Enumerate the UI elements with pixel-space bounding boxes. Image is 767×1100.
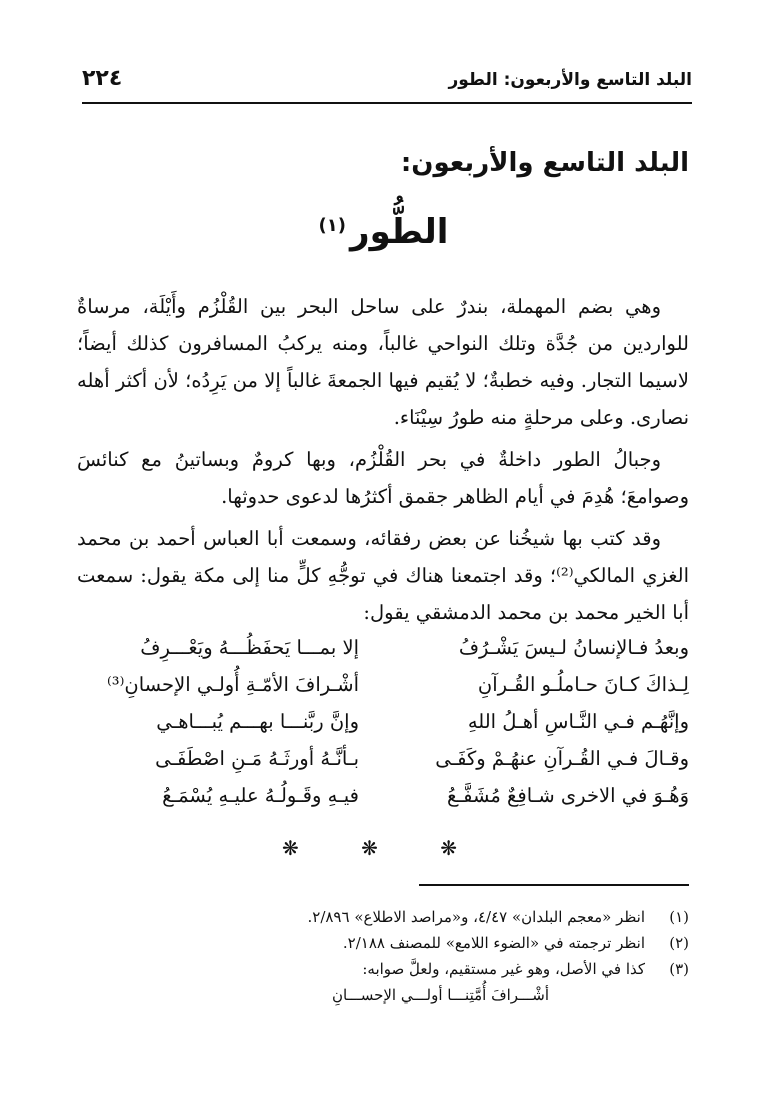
verse-second-hemistich: بـأنَّـهُ أورثَـهُ مَـنِ اصْطَفَـى <box>155 747 359 770</box>
verse-first-hemistich: وقـالَ فـي القُـرآنِ عنهُـمْ وكَفَـى <box>435 747 689 770</box>
footnote-rule <box>419 884 689 886</box>
footnote-text: انظر ترجمته في «الضوء اللامع» للمصنف ٢/١٨٨. <box>342 934 645 952</box>
verse-first-hemistich: وَهُـوَ في الاخرى شـافِعٌ مُشَفَّـعُ <box>447 784 689 807</box>
footnote-number: (١) <box>669 908 689 926</box>
verse-first-hemistich: لِـذاكَ كـانَ حـاملُـو القُـرآنِ <box>477 673 689 696</box>
verse-line <box>77 747 689 784</box>
footnote <box>77 956 689 982</box>
footnotes <box>77 904 689 1008</box>
verse-line <box>77 784 689 821</box>
paragraph: وقد كتب بها شيخُنا عن بعض رفقائه، وسمعت أبا العباس أحمد بن محمد الغزي المالكي⁽²⁾؛ وقد اجتمعنا هناك في توجُّهِ كلٍّ منا إلى مكة يقول: سمعت أبا الخير محمد بن محمد الدمشقي يقول: <box>77 527 689 624</box>
verse-line <box>77 673 689 710</box>
footnote-text: كذا في الأصل، وهو غير مستقيم، ولعلَّ صوابه: <box>362 960 645 978</box>
footnote-verse: أشْـــرافَ أُمَّتِنـــا أولـــي الإحســـانِ <box>331 986 549 1004</box>
footnote <box>77 904 689 930</box>
page-number: ٢٢٤ <box>82 66 123 91</box>
running-title: البلد التاسع والأربعون: الطور <box>448 70 692 90</box>
entry-title <box>0 212 767 252</box>
body-text <box>77 288 689 636</box>
poem <box>77 636 689 821</box>
running-header <box>82 64 692 100</box>
footnote <box>77 930 689 956</box>
verse-line <box>77 710 689 747</box>
verse-second-hemistich: فيـهِ وقَـولُـهُ عليـهِ يُسْمَـعُ <box>162 784 359 807</box>
paragraph: وجبالُ الطور داخلةٌ في بحر القُلْزُم، وبها كرومٌ وبساتينُ مع كنائسَ وصوامعَ؛ هُدِمَ في أيام الظاهر جقمق أكثرُها لدعوى حدوثها. <box>77 448 689 508</box>
footnote-number: (٢) <box>669 934 689 952</box>
entry-note-mark: (١) <box>318 214 347 236</box>
footnote-text: انظر «معجم البلدان» ٤/٤٧، و«مراصد الاطلاع» ٢/٨٩٦. <box>307 908 645 926</box>
verse-line <box>77 636 689 673</box>
section-separator: ❋ ❋ ❋ <box>282 836 485 860</box>
footnote-number: (٣) <box>669 960 689 978</box>
entry-title-text: الطُّور <box>350 212 449 252</box>
verse-first-hemistich: وإنَّهُـم فـي النَّـاسِ أهـلُ اللهِ <box>467 710 689 733</box>
verse-second-hemistich: إلا بمـــا يَحفَظُـــهُ ويَعْـــرِفُ <box>140 636 359 659</box>
verse-second-hemistich: وإنَّ ربَّنـــا بهـــم يُبـــاهـي <box>156 710 359 733</box>
paragraph: وهي بضم المهملة، بندرٌ على ساحل البحر بين القُلْزُم وأَيْلَة، مرساةٌ للواردين من جُدَّة وتلك النواحي غالباً، ومنه يركبُ المسافرون كذلك أيضاً؛ لاسيما التجار. وفيه خطبةٌ؛ لا يُقيم فيها الجمعةَ غالباً إلا من يَرِدُه؛ لأن أكثر أهله نصارى. وعلى مرحلةٍ منه طورُ سِيْنَاء. <box>77 295 689 429</box>
header-rule <box>82 102 692 104</box>
verse-second-hemistich: أشْـرافَ الأمّـةِ أُولـي الإحسانِ⁽³⁾ <box>106 673 359 696</box>
chapter-heading: البلد التاسع والأربعون: <box>400 148 689 178</box>
verse-first-hemistich: وبعدُ فـالإنسانُ لـيسَ يَشْـرُفُ <box>458 636 689 659</box>
